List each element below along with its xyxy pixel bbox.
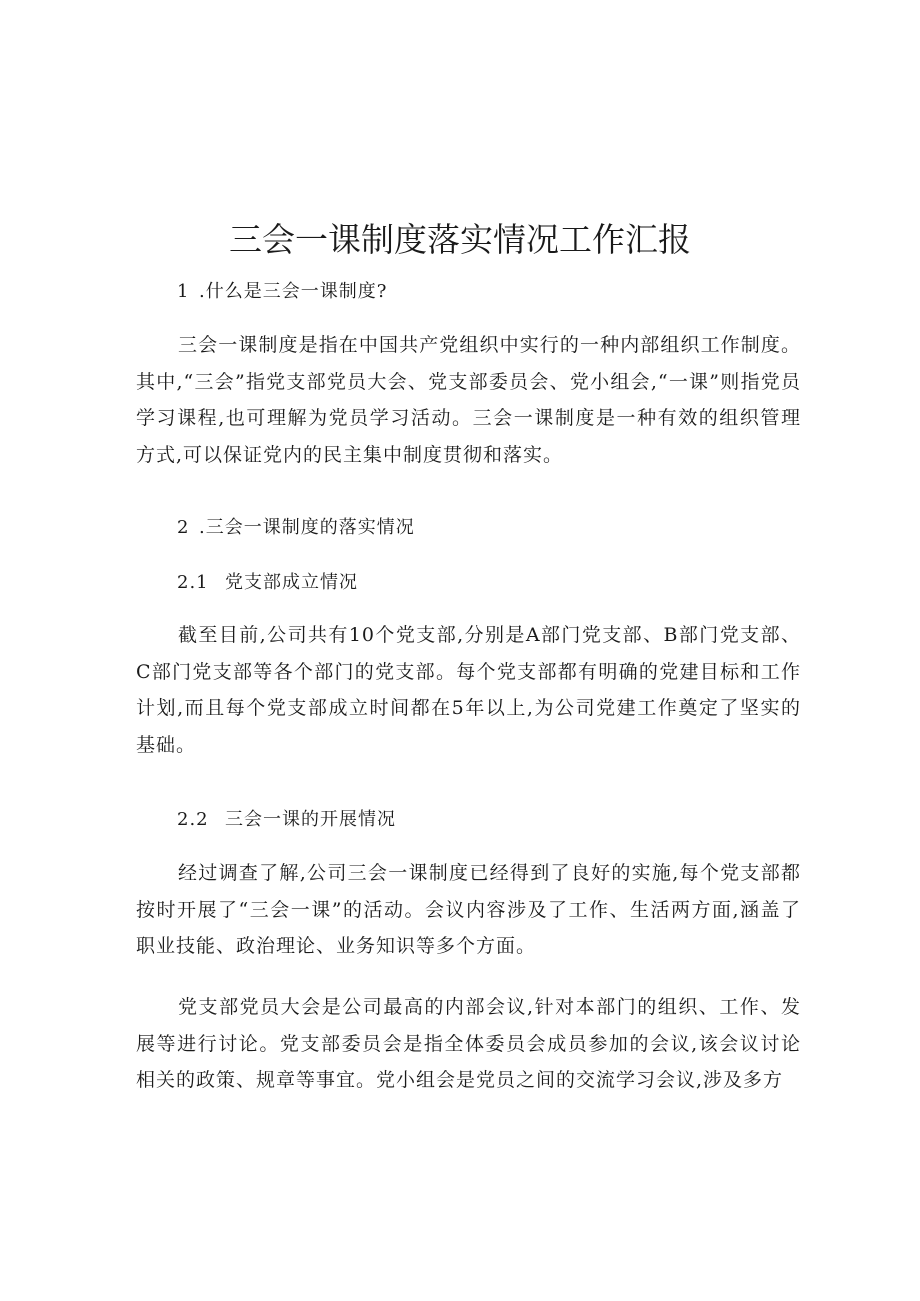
section-heading-text: 三会一课的开展情况 bbox=[225, 809, 396, 830]
body-paragraph-4: 党支部党员大会是公司最高的内部会议,针对本部门的组织、工作、发展等进行讨论。党支部委员会是指全体委员会成员参加的会议,该会议讨论相关的政策、规章等事宜。党小组会是党员之间的交流学习会议,涉及多方 bbox=[136, 996, 801, 1091]
section-heading-text: .三会一课制度的落实情况 bbox=[199, 517, 415, 538]
section-heading-text: 党支部成立情况 bbox=[225, 572, 358, 593]
section-number: 1 bbox=[177, 281, 190, 302]
body-paragraph-3: 经过调查了解,公司三会一课制度已经得到了良好的实施,每个党支部都按时开展了“三会一课”的活动。会议内容涉及了工作、生活两方面,涵盖了职业技能、政治理论、业务知识等多个方面。 bbox=[136, 862, 801, 957]
section-heading-text: .什么是三会一课制度? bbox=[199, 281, 388, 302]
body-paragraph-1: 三会一课制度是指在中国共产党组织中实行的一种内部组织工作制度。其中,“三会”指党支部党员大会、党支部委员会、党小组会,“一课”则指党员学习课程,也可理解为党员学习活动。三会一课制度是一种有效的组织管理方式,可以保证党内的民主集中制度贯彻和落实。 bbox=[136, 334, 801, 466]
section-heading-2-2 bbox=[177, 807, 396, 833]
section-number: 2.1 bbox=[177, 572, 209, 593]
section-heading-1 bbox=[177, 279, 387, 305]
document-title: 三会一课制度落实情况工作汇报 bbox=[229, 220, 691, 259]
section-heading-2 bbox=[177, 515, 415, 541]
section-number: 2.2 bbox=[177, 809, 209, 830]
section-heading-2-1 bbox=[177, 570, 358, 596]
section-number: 2 bbox=[177, 517, 190, 538]
body-paragraph-2: 截至目前,公司共有10个党支部,分别是A部门党支部、B部门党支部、C部门党支部等各个部门的党支部。每个党支部都有明确的党建目标和工作计划,而且每个党支部成立时间都在5年以上,为公司党建工作奠定了坚实的基础。 bbox=[136, 624, 801, 756]
